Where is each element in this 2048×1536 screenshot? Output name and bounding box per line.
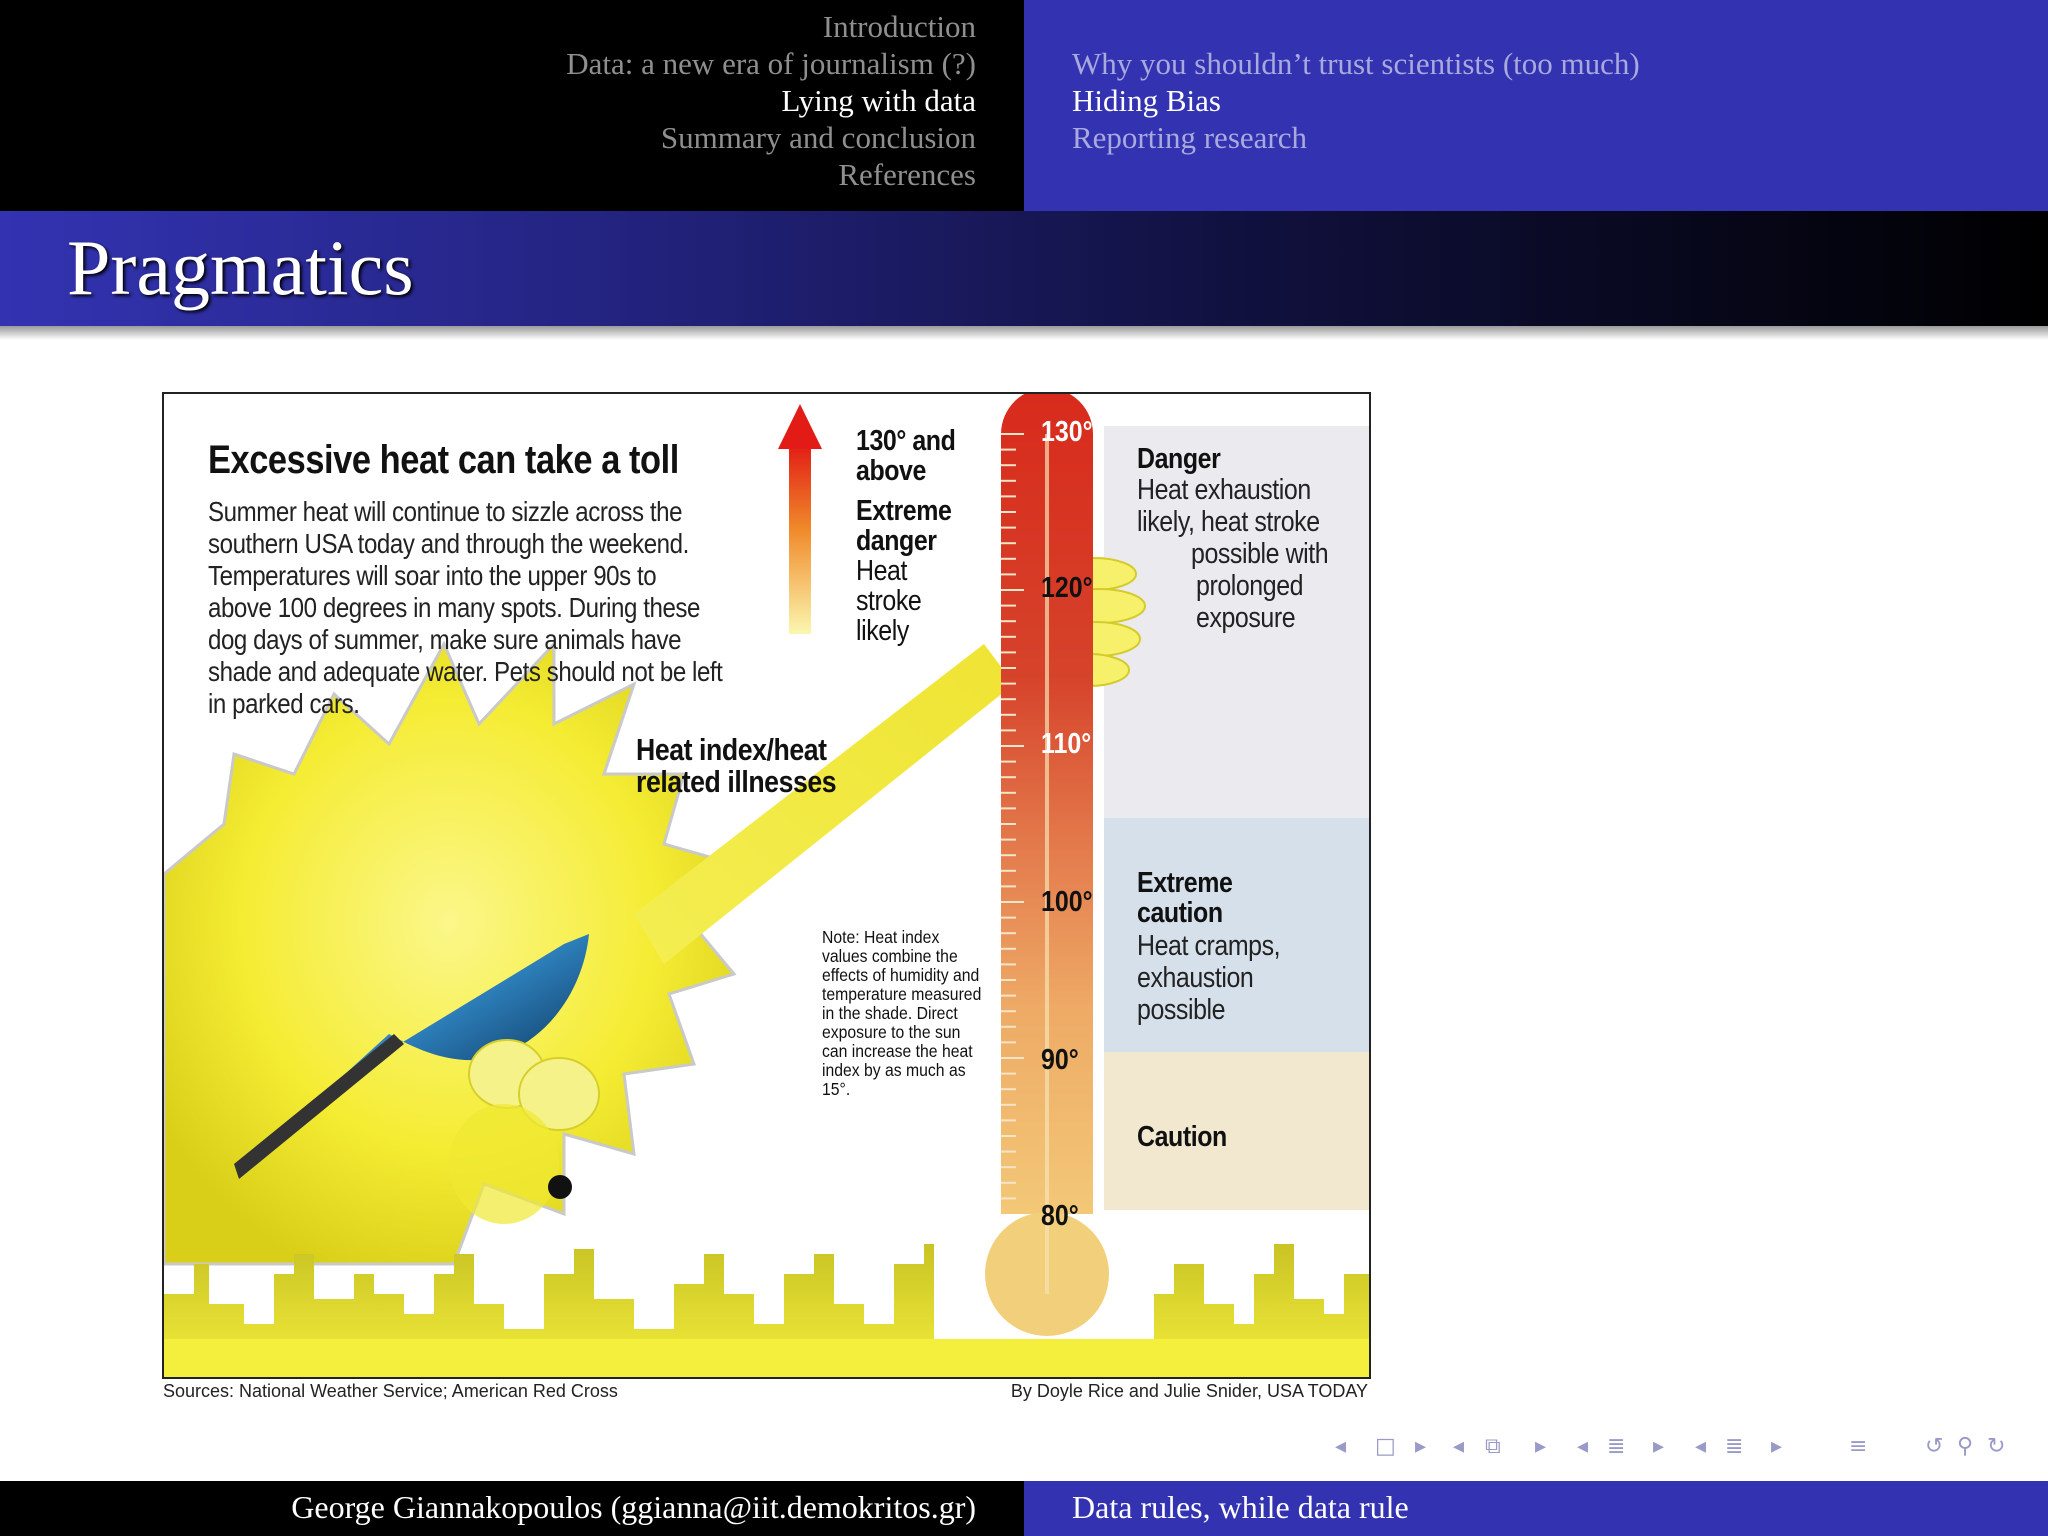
top-range-line-2: above — [856, 455, 926, 487]
extreme-caution-desc-2: exhaustion — [1137, 962, 1254, 994]
nav-section-summary[interactable]: Summary and conclusion — [660, 120, 976, 155]
nav-left-arrow-icon[interactable]: ◂ — [1695, 1434, 1707, 1459]
infographic-sources: Sources: National Weather Service; American Red Cross — [163, 1381, 618, 1401]
nav-section-introduction[interactable]: Introduction — [822, 9, 976, 44]
title-bar-shadow — [0, 326, 2048, 340]
nav-left-arrow-icon[interactable]: ◂ — [1335, 1434, 1347, 1459]
nav-right-arrow-icon[interactable]: ▸ — [1771, 1434, 1783, 1459]
danger-zone-title: Danger — [1137, 443, 1221, 475]
tick-label-110: 110° — [1041, 728, 1092, 760]
tick-label-90: 90° — [1041, 1044, 1079, 1076]
nav-section-data-new-era[interactable]: Data: a new era of journalism (?) — [566, 46, 976, 81]
nav-section-lying-with-data[interactable]: Lying with data — [781, 83, 976, 118]
infographic-credit: By Doyle Rice and Julie Snider, USA TODAY — [1010, 1381, 1368, 1401]
beamer-navigation-symbols — [1335, 1434, 2035, 1464]
top-effect-line-1: Heat — [856, 555, 907, 587]
forward-icon[interactable]: ↻ — [1987, 1434, 2006, 1459]
nav-subsection-trust-scientists[interactable]: Why you shouldn’t trust scientists (too much) — [1072, 46, 1640, 81]
subsection-icon[interactable]: ⧉ — [1485, 1434, 1501, 1459]
tick-label-80: 80° — [1041, 1200, 1079, 1232]
footer-title: Data rules, while data rule — [1072, 1489, 1409, 1525]
extreme-caution-title-1: Extreme — [1137, 867, 1233, 899]
tick-label-100: 100° — [1041, 886, 1093, 918]
section-icon[interactable]: ≣ — [1607, 1434, 1626, 1459]
danger-zone-desc-5: exposure — [1196, 602, 1296, 634]
heat-index-infographic — [162, 392, 1371, 1379]
nav-section-references[interactable]: References — [838, 157, 976, 192]
up-arrow — [778, 404, 822, 634]
footer-author-bar — [0, 1481, 1024, 1536]
footer-author: George Giannakopoulos (ggianna@iit.demokritos.gr) — [291, 1489, 976, 1525]
nav-right-arrow-icon[interactable]: ▸ — [1653, 1434, 1665, 1459]
extreme-caution-title-2: caution — [1137, 897, 1223, 929]
tick-label-120: 120° — [1041, 572, 1093, 604]
thermometer — [985, 394, 1109, 1336]
search-icon[interactable]: ⚲ — [1957, 1434, 1974, 1459]
top-range-label — [856, 426, 955, 646]
tick-label-130: 130° — [1041, 416, 1093, 448]
infographic-headline: Excessive heat can take a toll — [208, 438, 679, 482]
document-icon[interactable]: ≣ — [1725, 1434, 1744, 1459]
heat-index-label — [636, 734, 836, 798]
top-effect-line-2: stroke — [856, 585, 922, 617]
caution-zone-title: Caution — [1137, 1121, 1227, 1153]
nav-left-arrow-icon[interactable]: ◂ — [1453, 1434, 1465, 1459]
heat-index-note: Note: Heat index values combine the effects of humidity and temperature measured in the shade. Direct exposure to the sun can increase the heat index by as much as 15°. — [822, 927, 982, 1099]
nav-right-arrow-icon[interactable]: ▸ — [1535, 1434, 1547, 1459]
subsection-list — [1072, 45, 1640, 156]
subsection-navigation — [1024, 0, 2048, 211]
nav-subsection-reporting-research[interactable]: Reporting research — [1072, 120, 1307, 155]
frame-title: Pragmatics — [67, 224, 414, 311]
frame-icon[interactable]: □ — [1375, 1434, 1396, 1459]
top-severity-line-1: Extreme — [856, 495, 952, 527]
top-effect-line-3: likely — [856, 615, 909, 647]
danger-zone-desc-1: Heat exhaustion — [1137, 474, 1311, 506]
heat-index-label-line-1: Heat index/heat — [636, 732, 827, 767]
danger-zone-desc-2: likely, heat stroke — [1137, 506, 1320, 538]
section-navigation — [0, 0, 1024, 211]
infographic-body-text — [208, 496, 733, 720]
top-severity-line-2: danger — [856, 525, 937, 557]
extreme-caution-desc-1: Heat cramps, — [1137, 930, 1281, 962]
align-icon[interactable]: ≡ — [1849, 1434, 1868, 1459]
nav-left-arrow-icon[interactable]: ◂ — [1577, 1434, 1589, 1459]
top-range-line-1: 130° and — [856, 425, 956, 457]
infographic-body: Summer heat will continue to sizzle across the southern USA today and through the weekend. Temperatures will soar into the upper 90s to above 100 degrees in many spots. During these dog days of summer, make sure animals have shade and adequate water. Pets should not be left in parked cars. — [208, 496, 723, 719]
extreme-caution-desc-3: possible — [1137, 994, 1226, 1026]
heat-index-label-line-2: related illnesses — [636, 764, 837, 799]
back-icon[interactable]: ↺ — [1925, 1434, 1944, 1459]
danger-zone-desc-4: prolonged — [1196, 570, 1304, 602]
footer-title-bar — [1024, 1481, 2048, 1536]
nav-subsection-hiding-bias[interactable]: Hiding Bias — [1072, 83, 1221, 118]
nav-right-arrow-icon[interactable]: ▸ — [1415, 1434, 1427, 1459]
danger-zone-desc-3: possible with — [1191, 538, 1329, 570]
section-list — [566, 8, 976, 193]
